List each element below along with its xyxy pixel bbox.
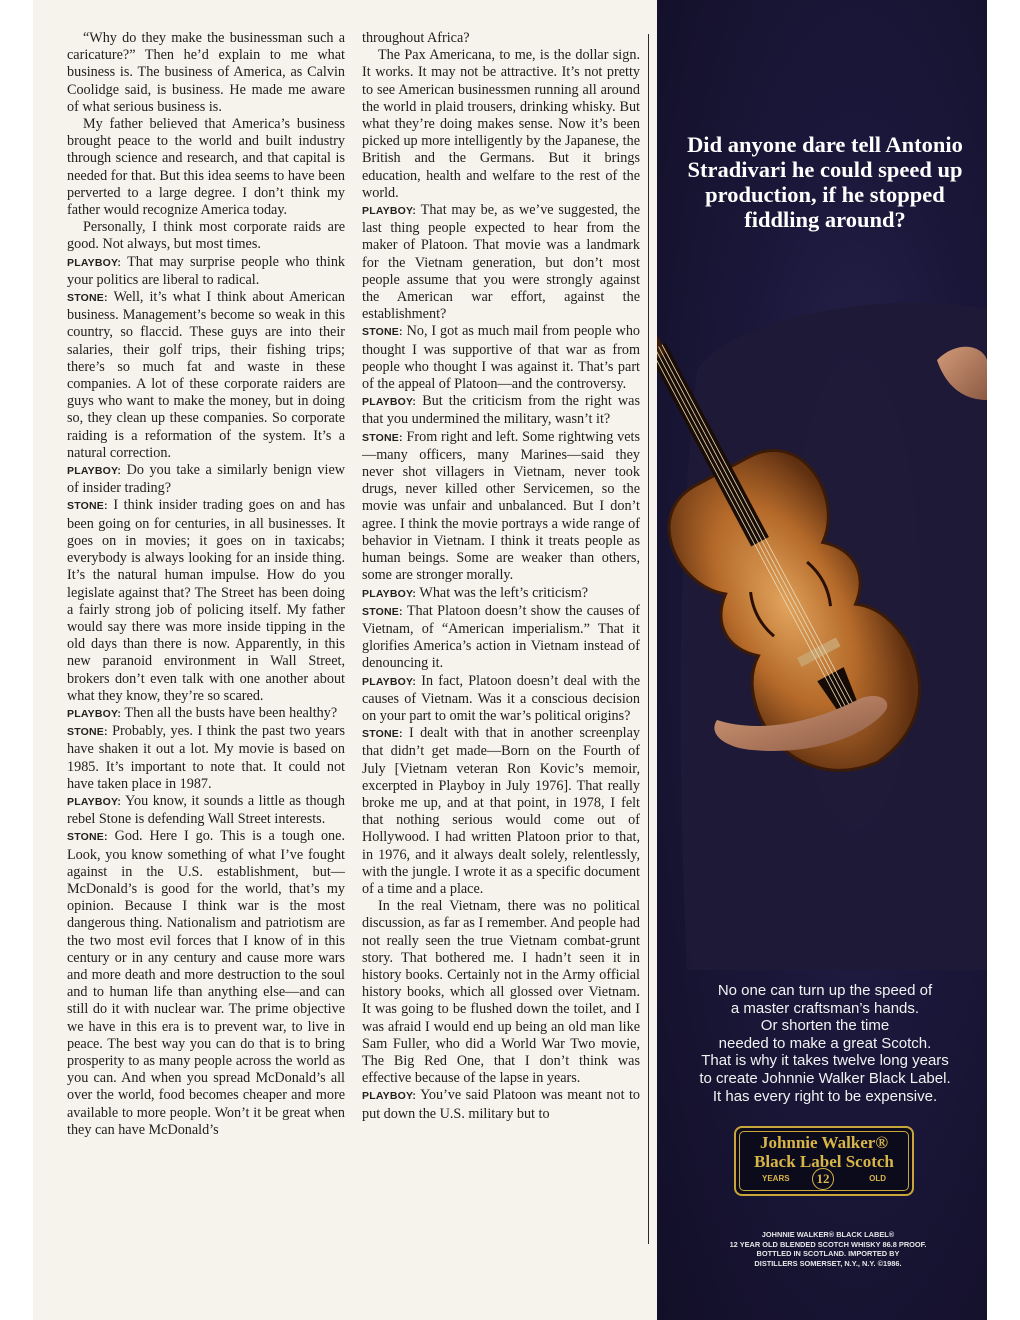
article-paragraph — [362, 47, 640, 202]
paragraph-text: You’ve said Platoon was meant not to put down the U.S. military but to — [362, 1087, 640, 1122]
speaker-label: STONE: — [362, 431, 403, 444]
speaker-label: PLAYBOY: — [362, 205, 417, 218]
article-paragraph — [362, 323, 640, 393]
paragraph-text: “Why do they make the businessman such a caricature?” Then he’d explain to me what business is. The business of America, as Calvin Coolidge said, is business. He made me aware of what serious business is. — [67, 30, 345, 115]
article-paragraph — [67, 462, 345, 497]
paragraph-text: No, I got as much mail from people who thought I was supportive of that war as from people who thought I was against it. That’s part of the appeal of Platoon—and the controversy. — [362, 323, 641, 393]
paragraph-text: That Platoon doesn’t show the causes of Vietnam, of “American imperialism.” That it glorifies America’s action in Vietnam instead of denouncing it. — [362, 602, 641, 672]
article-column-right — [362, 30, 640, 1123]
paragraph-text: Personally, I think most corporate raids are good. Not always, but most times. — [67, 219, 345, 253]
article-paragraph — [362, 725, 640, 898]
logo-age-number: 12 — [812, 1168, 834, 1190]
article-paragraph — [362, 393, 640, 428]
paragraph-text: The Pax Americana, to me, is the dollar sign. It works. It may not be attractive. It’s not pretty to see American businessmen running all around the world in plaid trousers, drinking whisky. But what they’re doing makes sense. Now it’s been picked up more intelligently by the Japanese, the British and the Germans. But it brings education, health and welfare to the rest of the world. — [362, 47, 640, 201]
logo-brand-name: Johnnie Walker® — [759, 1133, 889, 1152]
johnnie-walker-logo — [734, 1126, 914, 1196]
speaker-label: STONE: — [67, 500, 108, 513]
paragraph-text: You know, it sounds a little as though rebel Stone is defending Wall Street interests. — [67, 792, 345, 828]
paragraph-text: Do you take a similarly benign view of insider trading? — [67, 462, 345, 497]
paragraph-text: I think insider trading goes on and has been going on for centuries, in all businesses. It goes on in movies; it goes on in taxicabs; everybody is always looking for an inside thing. It’s the natural human impulse. How do you legislate against that? The Street has been doing a fairly strong job of policing itself. My father would say there was more inside tipping in the old days than there is now. Apparently, in this new paranoid environment in Wall Street, brokers don’t even talk with one another about what they know, they’re so scared. — [67, 497, 346, 704]
article-paragraph — [67, 723, 345, 793]
fine-print-line: 12 YEAR OLD BLENDED SCOTCH WHISKY 86.8 PROOF. — [729, 1239, 927, 1249]
paragraph-text: That may surprise people who think your politics are liberal to radical. — [67, 253, 346, 288]
article-paragraph — [67, 254, 345, 289]
speaker-label: STONE: — [362, 326, 403, 339]
article-paragraph — [362, 603, 640, 673]
speaker-label: STONE: — [67, 292, 108, 305]
ad-headline: Did anyone dare tell Antonio Stradivari he could speed up production, if he stopped fiddling around? — [687, 132, 963, 232]
speaker-label: PLAYBOY: — [67, 256, 122, 269]
speaker-label: PLAYBOY: — [362, 1090, 417, 1103]
article-column-left — [67, 30, 345, 1139]
speaker-label: PLAYBOY: — [67, 795, 122, 808]
fine-print-line: JOHNNIE WALKER® BLACK LABEL® — [761, 1230, 895, 1239]
article-paragraph — [362, 429, 640, 585]
article-paragraph — [362, 202, 640, 323]
article-paragraph — [362, 673, 640, 726]
article-paragraph — [67, 705, 345, 723]
article-paragraph — [67, 30, 345, 116]
paragraph-text: God. Here I go. This is a tough one. Look, you know something of what I’ve fought against in the U.S. establishment, but—McDonald’s is good for the world, that’s my opinion. Because I think war is the most dangerous thing. Nationalism and patriotism are the two most evil forces that I know of in this century or in any century and cause more wars and more death and more destruction to the soul and to human life than anything else—and can still do it with nuclear war. The prime objective we have in this era is to prevent war, to live in peace. The best way you can do that is to bring prosperity to as many people across the world as you can. And when you spread McDonald’s all over the world, food becomes cheaper and more available to more people. Won’t it be great when they can have McDonald’s — [67, 828, 345, 1138]
article-paragraph — [362, 30, 640, 47]
ad-body-line: It has every right to be expensive. — [712, 1087, 938, 1105]
speaker-label: PLAYBOY: — [362, 675, 417, 688]
article-paragraph — [67, 828, 345, 1139]
article-paragraph — [67, 219, 345, 253]
ad-body-line: to create Johnnie Walker Black Label. — [699, 1069, 951, 1087]
johnnie-walker-advertisement — [657, 0, 987, 1320]
speaker-label: STONE: — [362, 605, 403, 618]
article-paragraph — [67, 497, 345, 704]
paragraph-text: Probably, yes. I think the past two years have shaken it out a lot. My movie is based on 1985. It’s important to note that. It could not have taken place in 1987. — [67, 723, 345, 792]
column-divider — [648, 34, 649, 1244]
article-paragraph — [67, 116, 345, 219]
right-margin — [987, 0, 1020, 1320]
ad-body-line: a master craftsman’s hands. — [730, 999, 920, 1017]
article-paragraph — [67, 793, 345, 828]
logo-old-label: OLD — [869, 1174, 886, 1183]
speaker-label: STONE: — [67, 831, 108, 844]
speaker-label: PLAYBOY: — [67, 707, 122, 720]
violin-photo — [657, 250, 987, 970]
paragraph-text: In the real Vietnam, there was no political discussion, as far as I remember. And people had not really seen the true Vietnam combat-grunt story. That bothered me. I hadn’t seen it in history books. Certainly not in the Army official history books, which all glossed over Vietnam. It was going to be flushed down the toilet, and I was afraid I would end up being an old man like Sam Fuller, who did a World War Two movie, The Big Red One, that I don’t think was effective because of the lapse in years. — [362, 898, 640, 1087]
paragraph-text: throughout Africa? — [362, 30, 470, 46]
paragraph-text: My father believed that America’s business brought peace to the world and built industry through science and research, and that capital is needed for that. But this idea seems to have been perverted to a large degree. I don’t think my father would recognize America today. — [67, 116, 345, 219]
paragraph-text: From right and left. Some rightwing vets—many officers, many Marines—said they never shot villagers in Vietnam, never took drugs, never killed other Servicemen, so the movie was unfair and unbalanced. But I don’t agree. I think the movie portrays a wide range of behavior in Vietnam. I think it treats people as human beings. Some are weaker than others, some are stronger morally. — [362, 428, 641, 584]
paragraph-text: That may be, as we’ve suggested, the last thing people expected to hear from the maker of Platoon. That movie was a landmark for the Vietnam generation, but don’t most people assume that you were strongly against the American war effort, against the establishment? — [362, 202, 640, 323]
paragraph-text: Then all the busts have been healthy? — [124, 704, 338, 721]
speaker-label: PLAYBOY: — [362, 587, 417, 600]
ad-body-line: That is why it takes twelve long years — [701, 1052, 949, 1070]
ad-body-line: No one can turn up the speed of — [717, 982, 933, 999]
paragraph-text: I dealt with that in another screenplay that didn’t get made—Born on the Fourth of July [Vietnam veteran Ron Kovic’s memoir, excerpted in Playboy in July 1976]. That really broke me up, and at that point, in 1978, I felt that nothing serious would come out of Hollywood. I had written Platoon prior to that, in 1976, and it always dealt solely, relentlessly, with the jungle. I wrote it as a specific document of a time and a place. — [362, 725, 640, 897]
ad-body-copy — [677, 982, 973, 1105]
paragraph-text: But the criticism from the right was that you undermined the military, wasn’t it? — [362, 393, 640, 428]
logo-product-name: Black Label Scotch — [754, 1152, 894, 1171]
paragraph-text: What was the left’s criticism? — [419, 584, 589, 601]
ad-fine-print — [697, 1230, 959, 1268]
speaker-label: STONE: — [67, 726, 108, 739]
article-paragraph — [362, 585, 640, 603]
speaker-label: PLAYBOY: — [67, 465, 122, 478]
fine-print-line: DISTILLERS SOMERSET, N.Y., N.Y. ©1986. — [754, 1258, 902, 1268]
article-paragraph — [362, 898, 640, 1087]
article-paragraph — [67, 289, 345, 462]
speaker-label: PLAYBOY: — [362, 396, 417, 409]
ad-body-line: Or shorten the time — [760, 1017, 890, 1035]
paragraph-text: In fact, Platoon doesn’t deal with the causes of Vietnam. Was it a conscious decision on your part to omit the war’s political origins? — [362, 672, 640, 724]
paragraph-text: Well, it’s what I think about American business. Management’s become so weak in this country, so flaccid. These guys are into their salaries, their golf trips, their fishing trips; there’s so much fat and waste in these companies. A lot of these corporate raiders are guys who want to make the money, but in doing so, they clean up these companies. So corporate raiding is a reformation of the system. It’s a natural correction. — [67, 289, 345, 461]
article-paragraph — [362, 1087, 640, 1122]
fine-print-line: BOTTLED IN SCOTLAND. IMPORTED BY — [756, 1249, 900, 1259]
logo-years-label: YEARS — [762, 1174, 790, 1183]
speaker-label: STONE: — [362, 728, 403, 741]
ad-body-line: needed to make a great Scotch. — [718, 1034, 932, 1052]
